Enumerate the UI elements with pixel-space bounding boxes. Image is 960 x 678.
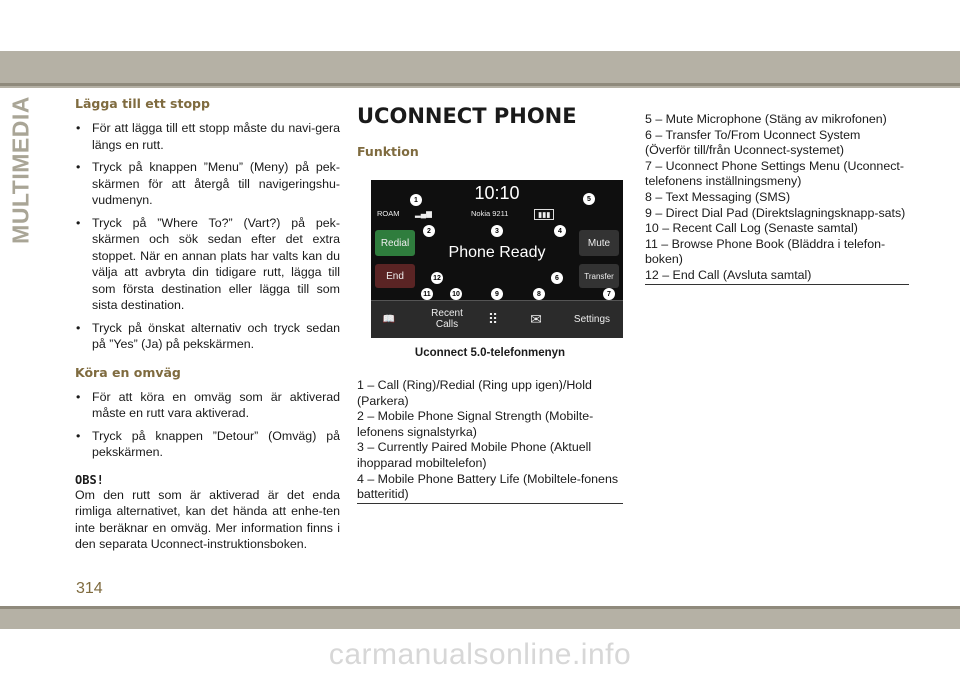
marker-3: 3 (491, 225, 503, 237)
legend-item: 11 – Browse Phone Book (Bläddra i telefon-boken) (645, 236, 886, 267)
page-number: 314 (76, 580, 103, 597)
legend-item: 10 – Recent Call Log (Senaste samtal) (645, 221, 858, 236)
legend-item: 8 – Text Messaging (SMS) (645, 189, 791, 204)
marker-1: 1 (410, 194, 422, 206)
subheading-function: Funktion (357, 144, 419, 159)
watermark: carmanualsonline.info (328, 638, 632, 671)
marker-2: 2 (423, 225, 435, 237)
column-3 (645, 96, 909, 285)
screen-redial: Redial (375, 230, 415, 256)
list-item: • Tryck på önskat alternativ och tryck sedan på ”Yes” (Ja) på pekskärmen. (75, 320, 340, 353)
screen-phone-ready: Phone Ready (448, 244, 546, 261)
screen-mute: Mute (579, 230, 619, 256)
phone-screen-image (371, 180, 623, 338)
legend-item: 1 – Call (Ring)/Redial (Ring upp igen)/Hold (Parkera) (357, 378, 592, 408)
messaging-icon: ✉ (530, 310, 542, 327)
list-item: • Tryck på ”Where To?” (Vart?) på pek-skärmen och sök sedan efter det extra stoppet. När en annan plats har valts kan du välja att avbryta din tidigare rutt, lägga till som första destination eller lägga till som sista destination. (75, 215, 340, 314)
marker-9: 9 (491, 288, 503, 300)
marker-5: 5 (583, 193, 595, 205)
heading-detour: Köra en omväg (75, 364, 181, 380)
legend-list-2 (645, 112, 909, 285)
note-text: Om den rutt som är aktiverad är det enda rimliga alternativet, kan det hända att enhe-ten inte beräknar en omväg. Mer information finns i den separata Uconnect-instruktionsboken. (75, 487, 340, 551)
phonebook-icon: 📖 (382, 313, 396, 325)
list-item: • För att köra en omväg som är aktiverad måste en rutt vara aktiverad. (75, 389, 340, 422)
section-title: UCONNECT PHONE (357, 104, 577, 128)
bullets-detour (75, 389, 340, 461)
heading-add-stop: Lägga till ett stopp (75, 96, 210, 111)
legend-item: 9 – Direct Dial Pad (Direktslagningsknapp-sats) (645, 205, 906, 220)
legend-item: 3 – Currently Paired Mobile Phone (Aktuell ihopparad mobiltelefon) (357, 440, 592, 470)
legend-list-1 (357, 378, 623, 504)
side-tab-label: MULTIMEDIA (7, 96, 34, 244)
note-title: OBS! (75, 472, 104, 487)
marker-4: 4 (554, 225, 566, 237)
legend-item: 7 – Uconnect Phone Settings Menu (Uconnect-telefonens inställningsmeny) (645, 158, 904, 189)
legend-item: 6 – Transfer To/From Uconnect System (Överför till/från Uconnect-systemet) (645, 127, 861, 158)
screen-settings: Settings (573, 313, 611, 325)
footer-band (0, 609, 960, 629)
legend-item: 4 – Mobile Phone Battery Life (Mobiltele-fonens batteritid) (357, 471, 619, 502)
screen-bottom-bar (371, 300, 623, 338)
legend-item: 5 – Mute Microphone (Stäng av mikrofonen) (645, 112, 887, 126)
bullets-add-stop (75, 120, 340, 353)
screen-end: End (375, 264, 415, 288)
header-rule (0, 83, 960, 86)
signal-icon: ▂▄▆ (415, 209, 432, 218)
list-item: • För att lägga till ett stopp måste du navi-gera längs en rutt. (75, 120, 340, 153)
marker-7: 7 (603, 288, 615, 300)
battery-icon: ▮▮▮ (534, 209, 554, 220)
list-item: • Tryck på knappen ”Detour” (Omväg) på pekskärmen. (75, 428, 340, 461)
marker-6: 6 (551, 272, 563, 284)
screen-time: 10:10 (474, 183, 520, 203)
marker-11: 11 (421, 288, 433, 300)
marker-10: 10 (450, 288, 462, 300)
figure-caption: Uconnect 5.0-telefonmenyn (414, 347, 566, 359)
list-item: • Tryck på knappen ”Menu” (Meny) på pek-skärmen för att återgå till navigeringshu-vudmenyn. (75, 159, 340, 209)
marker-12: 12 (431, 272, 443, 284)
list-end-rule (357, 503, 623, 504)
list-end-rule (645, 284, 909, 285)
column-1 (75, 96, 340, 553)
legend-item: 12 – End Call (Avsluta samtal) (645, 267, 812, 282)
screen-phone-name: Nokia 9211 (471, 209, 509, 218)
legend-item: 2 – Mobile Phone Signal Strength (Mobilte-lefonens signalstyrka) (357, 409, 594, 439)
screen-roam: ROAM (377, 209, 400, 218)
dialpad-icon: ⠿ (487, 310, 499, 327)
screen-transfer: Transfer (579, 264, 619, 288)
section-side-tab (2, 95, 40, 245)
column-2 (357, 96, 623, 504)
screen-recent-calls: Recent Calls (431, 308, 463, 330)
marker-8: 8 (533, 288, 545, 300)
